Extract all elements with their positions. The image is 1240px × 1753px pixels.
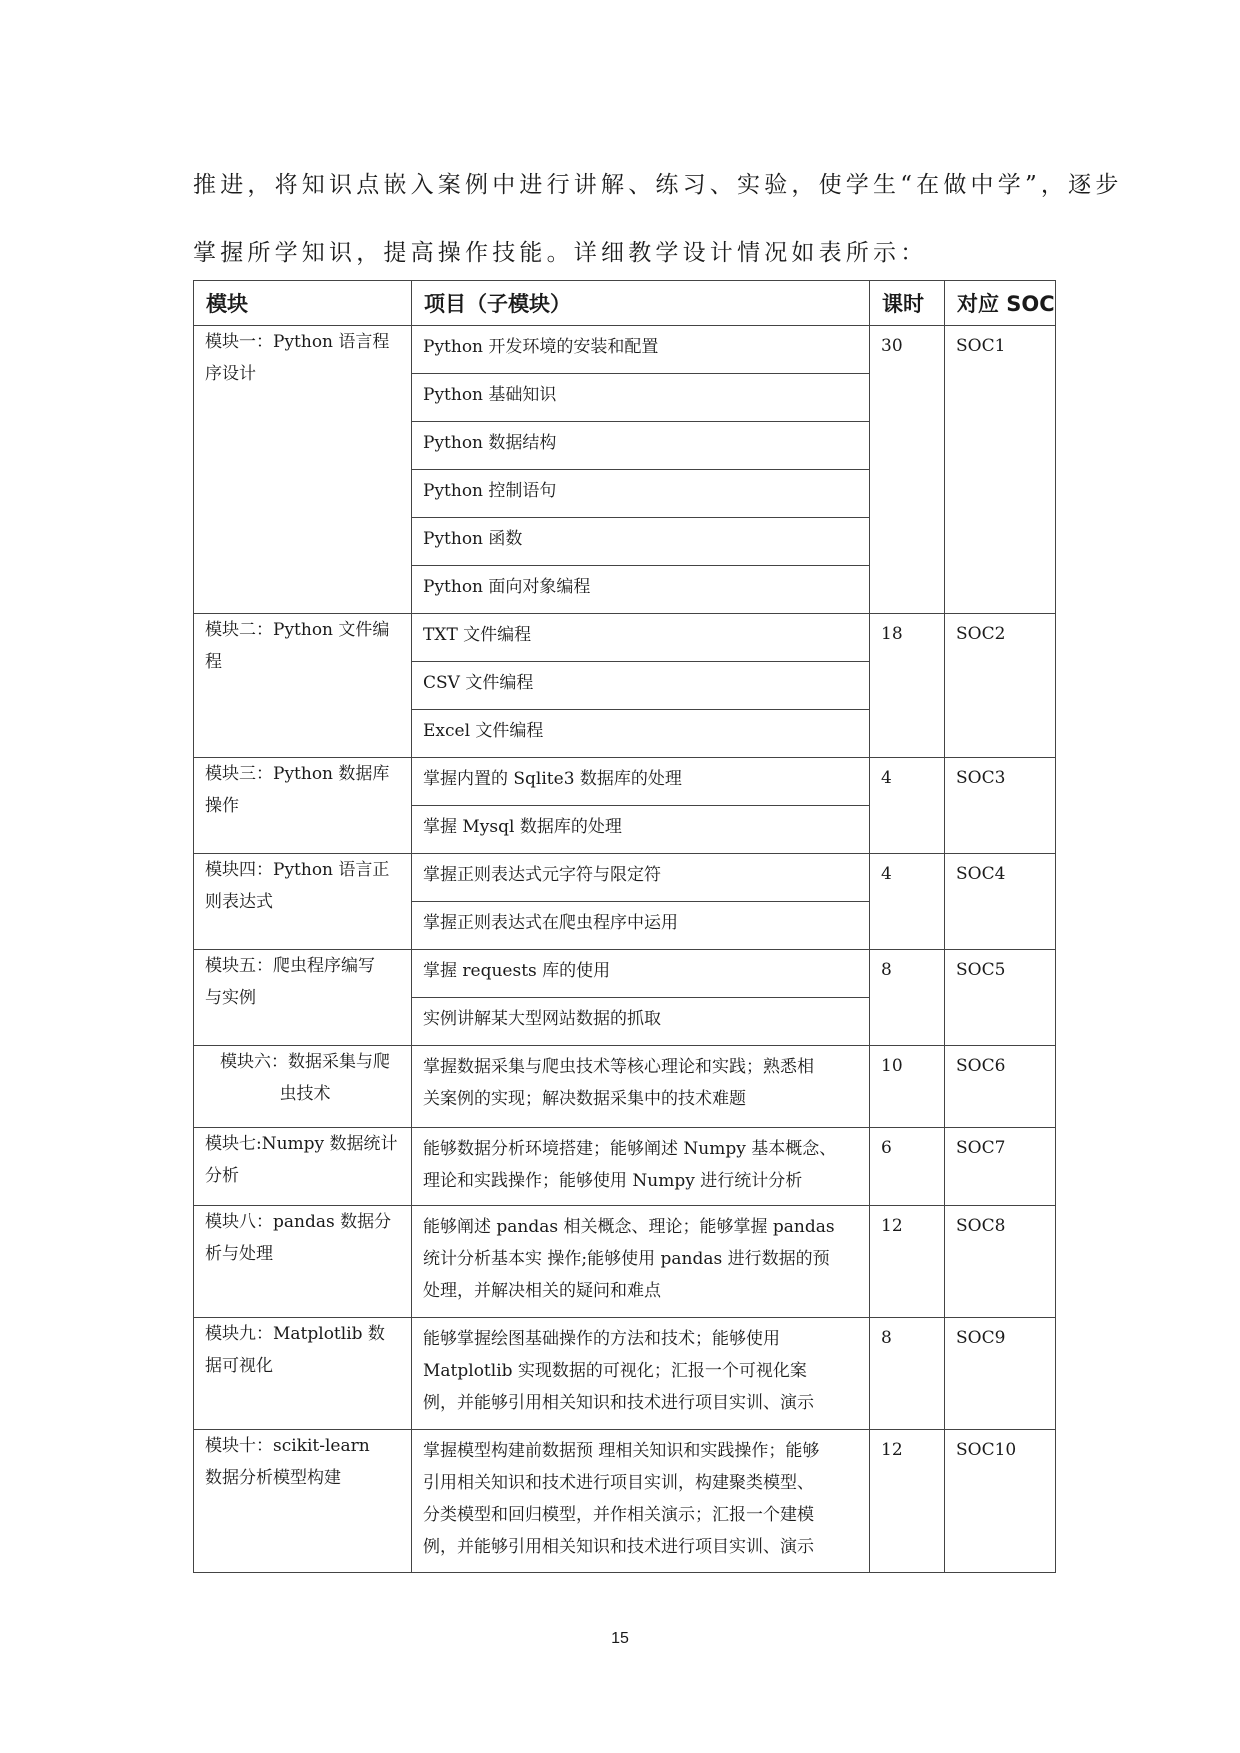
intro-line-1: 推进，将知识点嵌入案例中进行讲解、练习、实验，使学生“在做中学”，逐步 <box>193 172 1123 198</box>
table-row <box>194 1430 1056 1573</box>
intro-line-2: 掌握所学知识，提高操作技能。详细教学设计情况如表所示： <box>193 240 928 266</box>
module-line: 模块二：Python 文件编 <box>205 620 390 640</box>
module-line: 模块四：Python 语言正 <box>205 860 390 880</box>
item-cell: 掌握正则表达式元字符与限定符 <box>412 854 870 902</box>
item-cell: Python 开发环境的安装和配置 <box>412 326 870 374</box>
page-number: 15 <box>611 1630 629 1647</box>
item-line: Matplotlib 实现数据的可视化；汇报一个可视化案 <box>423 1361 807 1381</box>
item-cell: Python 面向对象编程 <box>412 566 870 614</box>
hours-cell: 6 <box>870 1128 945 1206</box>
module-cell <box>194 614 412 758</box>
hours-cell: 18 <box>870 614 945 758</box>
item-cell <box>412 1046 870 1128</box>
soc-cell: SOC3 <box>945 758 1056 854</box>
soc-cell: SOC10 <box>945 1430 1056 1573</box>
soc-cell: SOC8 <box>945 1206 1056 1318</box>
item-line: 处理，并解决相关的疑问和难点 <box>423 1281 661 1301</box>
hours-cell: 30 <box>870 326 945 614</box>
item-cell: Python 数据结构 <box>412 422 870 470</box>
table-row <box>194 854 1056 902</box>
module-line: 模块八：pandas 数据分 <box>205 1212 392 1232</box>
module-line: 模块七:Numpy 数据统计 <box>205 1134 398 1154</box>
module-cell <box>194 326 412 614</box>
module-line: 与实例 <box>205 988 256 1008</box>
module-line: 模块三：Python 数据库 <box>205 764 390 784</box>
soc-cell: SOC2 <box>945 614 1056 758</box>
table-row <box>194 950 1056 998</box>
table-row <box>194 1046 1056 1128</box>
item-cell: 掌握 Mysql 数据库的处理 <box>412 806 870 854</box>
module-line: 程 <box>205 652 222 672</box>
module-cell <box>194 950 412 1046</box>
item-cell: 掌握 requests 库的使用 <box>412 950 870 998</box>
item-cell: 实例讲解某大型网站数据的抓取 <box>412 998 870 1046</box>
item-line: 分类模型和回归模型，并作相关演示；汇报一个建模 <box>423 1505 814 1525</box>
item-cell <box>412 1128 870 1206</box>
hours-cell: 8 <box>870 950 945 1046</box>
table-row <box>194 1128 1056 1206</box>
module-cell <box>194 854 412 950</box>
module-line: 虫技术 <box>279 1084 331 1104</box>
module-line: 则表达式 <box>205 892 273 912</box>
hours-cell: 4 <box>870 854 945 950</box>
module-cell <box>194 758 412 854</box>
hours-cell: 10 <box>870 1046 945 1128</box>
module-line: 分析 <box>205 1166 239 1186</box>
table-row <box>194 614 1056 662</box>
curriculum-table <box>193 280 1056 1573</box>
module-line: 操作 <box>205 796 239 816</box>
item-cell: Python 函数 <box>412 518 870 566</box>
item-line: 能够阐述 pandas 相关概念、理论；能够掌握 pandas <box>423 1217 835 1237</box>
item-cell: CSV 文件编程 <box>412 662 870 710</box>
item-cell <box>412 1206 870 1318</box>
item-line: 例，并能够引用相关知识和技术进行项目实训、演示 <box>423 1393 814 1413</box>
hours-cell: 12 <box>870 1430 945 1573</box>
soc-cell: SOC6 <box>945 1046 1056 1128</box>
soc-cell: SOC1 <box>945 326 1056 614</box>
hours-cell: 8 <box>870 1318 945 1430</box>
item-cell <box>412 1430 870 1573</box>
module-cell <box>194 1206 412 1318</box>
table-row <box>194 758 1056 806</box>
header-hours: 课时 <box>870 281 945 326</box>
item-line: 掌握数据采集与爬虫技术等核心理论和实践；熟悉相 <box>423 1057 814 1077</box>
hours-cell: 4 <box>870 758 945 854</box>
module-cell <box>194 1318 412 1430</box>
item-line: 统计分析基本实 操作;能够使用 pandas 进行数据的预 <box>423 1249 830 1269</box>
item-cell: 掌握内置的 Sqlite3 数据库的处理 <box>412 758 870 806</box>
table-row <box>194 1318 1056 1430</box>
module-line: 模块十：scikit-learn <box>205 1436 370 1456</box>
table-header-row <box>194 281 1056 326</box>
soc-cell: SOC4 <box>945 854 1056 950</box>
module-line: 序设计 <box>205 364 256 384</box>
item-cell <box>412 1318 870 1430</box>
item-line: 关案例的实现；解决数据采集中的技术难题 <box>423 1089 746 1109</box>
header-module: 模块 <box>194 281 412 326</box>
table-row <box>194 326 1056 374</box>
item-line: 理论和实践操作；能够使用 Numpy 进行统计分析 <box>423 1171 803 1191</box>
item-line: 掌握模型构建前数据预 理相关知识和实践操作；能够 <box>423 1441 820 1461</box>
module-cell <box>194 1046 412 1128</box>
module-line: 数据分析模型构建 <box>205 1468 341 1488</box>
module-cell <box>194 1128 412 1206</box>
header-item: 项目（子模块） <box>412 281 870 326</box>
module-line: 模块九：Matplotlib 数 <box>205 1324 385 1344</box>
module-line: 析与处理 <box>205 1244 273 1264</box>
module-line: 据可视化 <box>205 1356 273 1376</box>
item-cell: Python 基础知识 <box>412 374 870 422</box>
soc-cell: SOC7 <box>945 1128 1056 1206</box>
item-line: 能够掌握绘图基础操作的方法和技术；能够使用 <box>423 1329 780 1349</box>
header-soc: 对应 SOC <box>945 281 1056 326</box>
item-cell: Excel 文件编程 <box>412 710 870 758</box>
item-line: 例，并能够引用相关知识和技术进行项目实训、演示 <box>423 1537 814 1557</box>
soc-cell: SOC9 <box>945 1318 1056 1430</box>
module-line: 模块六：数据采集与爬 <box>220 1052 390 1072</box>
item-cell: Python 控制语句 <box>412 470 870 518</box>
table-row <box>194 1206 1056 1318</box>
hours-cell: 12 <box>870 1206 945 1318</box>
soc-cell: SOC5 <box>945 950 1056 1046</box>
item-cell: 掌握正则表达式在爬虫程序中运用 <box>412 902 870 950</box>
item-cell: TXT 文件编程 <box>412 614 870 662</box>
item-line: 能够数据分析环境搭建；能够阐述 Numpy 基本概念、 <box>423 1139 837 1159</box>
item-line: 引用相关知识和技术进行项目实训，构建聚类模型、 <box>423 1473 814 1493</box>
module-line: 模块一：Python 语言程 <box>205 332 390 352</box>
module-line: 模块五：爬虫程序编写 <box>205 956 375 976</box>
module-cell <box>194 1430 412 1573</box>
